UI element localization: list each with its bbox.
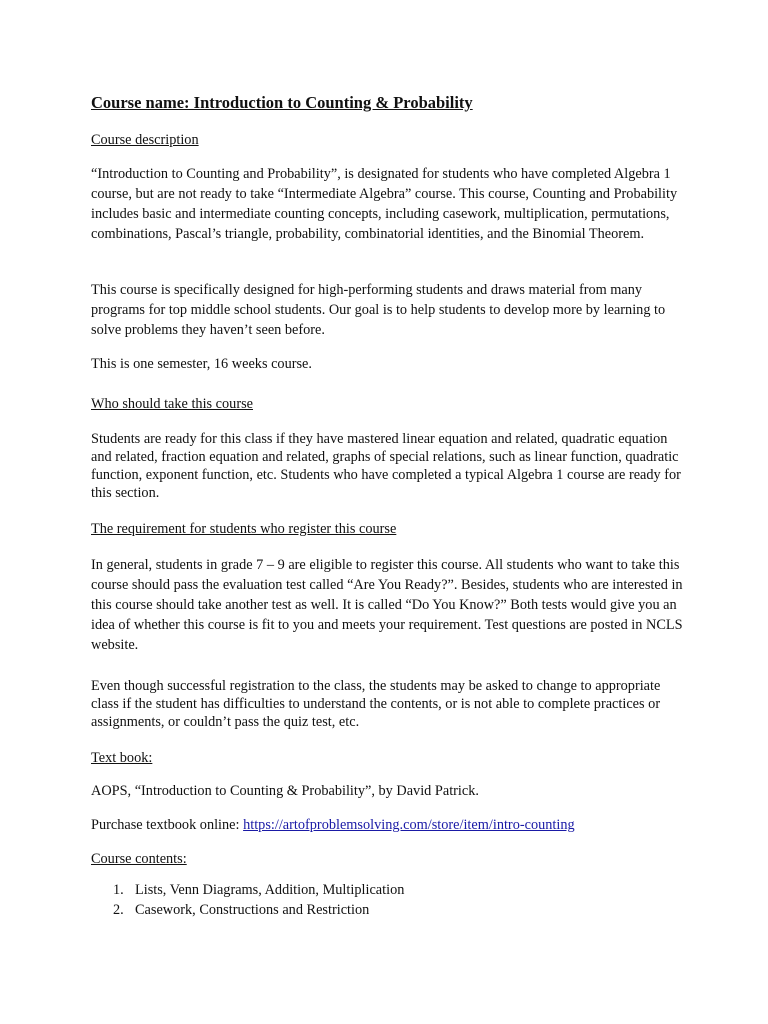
requirement-heading: The requirement for students who register this course (91, 521, 397, 537)
list-item-text: Casework, Constructions and Restriction (135, 902, 370, 918)
textbook-heading: Text book: (91, 750, 153, 766)
requirement-paragraph: In general, students in grade 7 – 9 are eligible to register this course. All students who want to take this course should pass the evaluation test called “Are You Ready?”. Besides, students who are interested in this course should take another test as well. It is called “Do You Know?” Both tests would give you an idea of whether this course is fit to you and meets your requirement. Test questions are posted in NCLS website. (91, 557, 683, 653)
list-item-number: 1. (113, 882, 124, 898)
purchase-link[interactable]: https://artofproblemsolving.com/store/item/intro-counting (243, 817, 575, 833)
who-should-take-heading: Who should take this course (91, 396, 253, 412)
list-item (91, 880, 404, 900)
course-description-heading: Course description (91, 132, 199, 148)
course-contents-list (91, 880, 404, 920)
purchase-label: Purchase textbook online: (91, 817, 244, 833)
registration-note-paragraph: Even though successful registration to the class, the students may be asked to change to appropriate class if the student has difficulties to understand the contents, or is not able to complete practices or assignments, or couldn’t pass the quiz test, etc. (91, 678, 661, 730)
semester-paragraph: This is one semester, 16 weeks course. (91, 356, 312, 372)
page-title: Course name: Introduction to Counting & Probability (91, 93, 473, 112)
purchase-line (91, 815, 691, 835)
list-item (91, 900, 404, 920)
textbook-line: AOPS, “Introduction to Counting & Probability”, by David Patrick. (91, 783, 479, 799)
course-contents-heading: Course contents: (91, 851, 187, 867)
course-design-paragraph: This course is specifically designed for high-performing students and draws material from many programs for top middle school students. Our goal is to help students to develop more by learning to solve problems they haven’t seen before. (91, 282, 666, 338)
who-should-take-paragraph: Students are ready for this class if they have mastered linear equation and related, quadratic equation and related, fraction equation and related, graphs of special relations, such as linear function, quadratic function, exponent function, etc. Students who have completed a typical Algebra 1 course are ready for this section. (91, 431, 681, 501)
list-item-number: 2. (113, 902, 124, 918)
course-description-paragraph: “Introduction to Counting and Probability”, is designated for students who have completed Algebra 1 course, but are not ready to take “Intermediate Algebra” course. This course, Counting and Probability includes basic and intermediate counting concepts, including casework, multiplication, permutations, combinations, Pascal’s triangle, probability, combinatorial identities, and the Binomial Theorem. (91, 166, 678, 242)
list-item-text: Lists, Venn Diagrams, Addition, Multiplication (135, 882, 405, 898)
